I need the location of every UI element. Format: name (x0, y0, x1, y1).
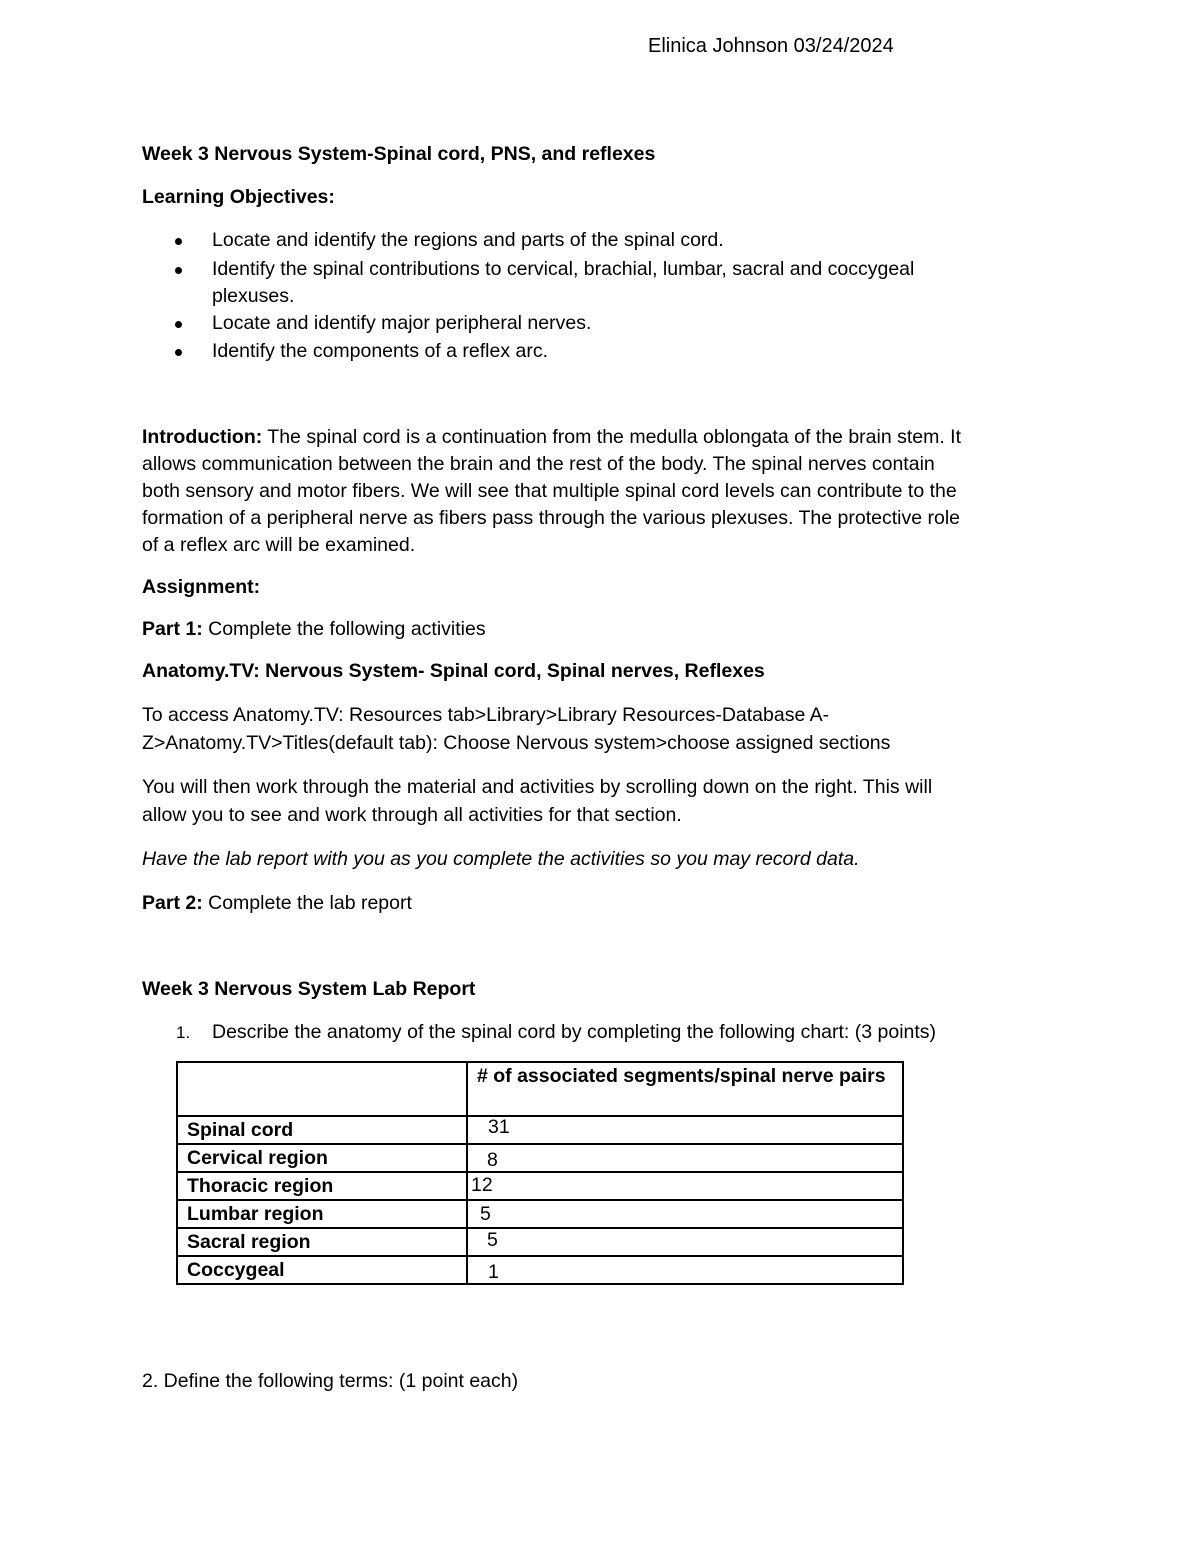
introduction-label: Introduction: (142, 426, 263, 448)
part1-text: Complete the following activities (208, 618, 486, 640)
objective-text: Locate and identify major peripheral nerves. (212, 312, 592, 334)
row-value: 5 (480, 1203, 491, 1225)
row-value-cell (467, 1256, 903, 1284)
introduction-line: both sensory and motor fibers. We will see that multiple spinal cord levels can contribute to the (142, 480, 957, 502)
part1-label: Part 1: (142, 618, 203, 640)
table-header-row (177, 1062, 903, 1116)
bullet-icon (175, 267, 182, 274)
row-value-cell (467, 1200, 903, 1228)
row-value: 31 (488, 1116, 510, 1138)
spinal-cord-anatomy-table (176, 1061, 904, 1285)
assignment-heading: Assignment: (142, 576, 261, 598)
work-line: You will then work through the material and activities by scrolling down on the right. This will (142, 776, 933, 798)
question-text: Describe the anatomy of the spinal cord by completing the following chart: (3 points) (212, 1021, 937, 1043)
row-value-cell (467, 1144, 903, 1172)
row-value-cell (467, 1172, 903, 1200)
anatomy-tv-heading: Anatomy.TV: Nervous System- Spinal cord, Spinal nerves, Reflexes (142, 660, 765, 682)
row-value: 12 (471, 1174, 493, 1196)
table-row (177, 1172, 903, 1200)
bullet-icon (175, 349, 182, 356)
table-row (177, 1144, 903, 1172)
row-label: Lumbar region (177, 1200, 467, 1228)
introduction-line: allows communication between the brain and the rest of the body. The spinal nerves contain (142, 453, 935, 475)
row-label: Thoracic region (177, 1172, 467, 1200)
introduction-line (142, 424, 961, 451)
lab-report-note: Have the lab report with you as you complete the activities so you may record data. (142, 848, 860, 870)
table-row (177, 1256, 903, 1284)
introduction-line: of a reflex arc will be examined. (142, 534, 416, 556)
introduction-text: The spinal cord is a continuation from the medulla oblongata of the brain stem. It (267, 426, 962, 448)
access-line: To access Anatomy.TV: Resources tab>Library>Library Resources-Database A- (142, 704, 830, 726)
introduction-line: formation of a peripheral nerve as fibers pass through the various plexuses. The protective role (142, 507, 961, 529)
objective-text-continued: plexuses. (212, 285, 295, 307)
access-line: Z>Anatomy.TV>Titles(default tab): Choose Nervous system>choose assigned sections (142, 732, 891, 754)
row-label: Cervical region (177, 1144, 467, 1172)
objective-text: Identify the components of a reflex arc. (212, 340, 549, 362)
objective-text: Locate and identify the regions and parts of the spinal cord. (212, 229, 724, 251)
table-header-cell-empty (177, 1062, 467, 1116)
author-date-header: Elinica Johnson 03/24/2024 (648, 35, 894, 57)
objective-text: Identify the spinal contributions to cervical, brachial, lumbar, sacral and coccygeal (212, 258, 915, 280)
question-2: 2. Define the following terms: (1 point each) (142, 1370, 519, 1392)
table-row (177, 1116, 903, 1144)
row-value: 8 (487, 1149, 498, 1171)
part1-line (142, 616, 486, 643)
bullet-icon (175, 321, 182, 328)
row-label: Coccygeal (177, 1256, 467, 1284)
row-value-cell (467, 1228, 903, 1256)
table-row (177, 1200, 903, 1228)
table-header-cell-segments: # of associated segments/spinal nerve pairs (467, 1062, 903, 1116)
row-value: 1 (488, 1261, 499, 1283)
row-value: 5 (487, 1229, 498, 1251)
bullet-icon (175, 238, 182, 245)
question-number: 1. (176, 1023, 191, 1042)
row-value-cell (467, 1116, 903, 1144)
objectives-heading: Learning Objectives: (142, 186, 335, 208)
lab-report-heading: Week 3 Nervous System Lab Report (142, 978, 476, 1000)
table-row (177, 1228, 903, 1256)
part2-line (142, 890, 412, 917)
part2-label: Part 2: (142, 892, 203, 914)
page-title: Week 3 Nervous System-Spinal cord, PNS, and reflexes (142, 143, 656, 165)
part2-text: Complete the lab report (208, 892, 412, 914)
row-label: Spinal cord (177, 1116, 467, 1144)
work-line: allow you to see and work through all activities for that section. (142, 804, 682, 826)
row-label: Sacral region (177, 1228, 467, 1256)
